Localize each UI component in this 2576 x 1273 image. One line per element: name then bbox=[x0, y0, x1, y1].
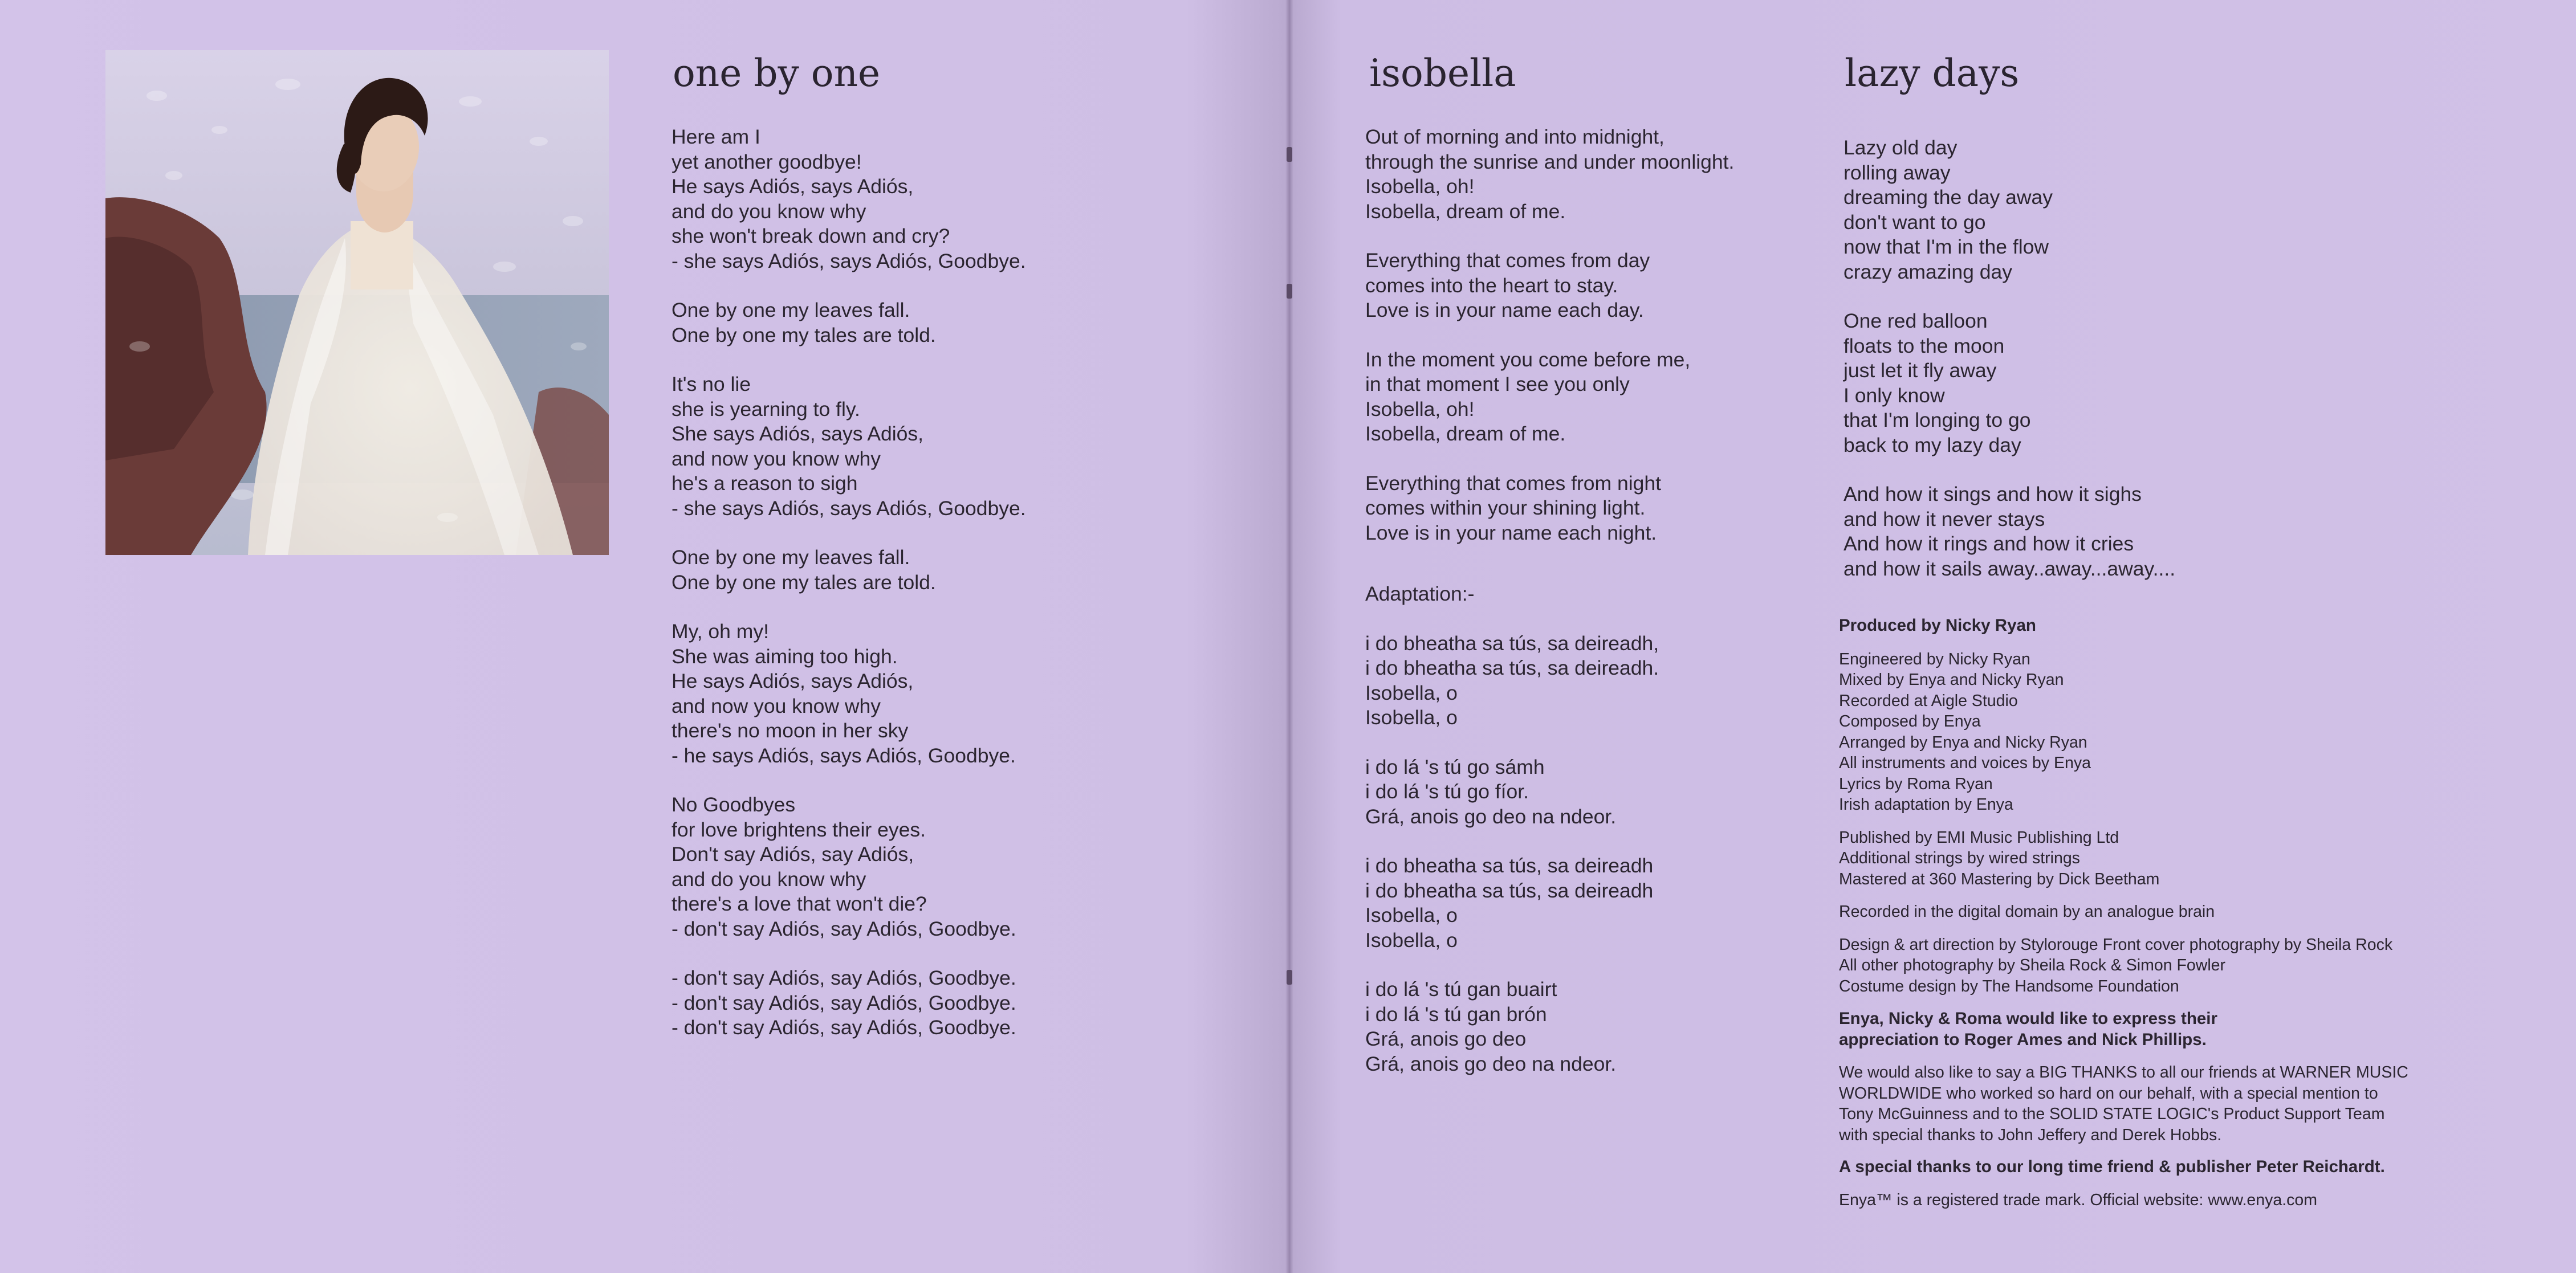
credit-line: Mixed by Enya and Nicky Ryan bbox=[1839, 671, 2064, 689]
stanza-adaptation-label bbox=[1365, 582, 1734, 607]
appreciation-note bbox=[1839, 1009, 2517, 1050]
lyric-line: Grá, anois go deo na ndeor. bbox=[1365, 1052, 1617, 1075]
lyric-line: comes into the heart to stay. bbox=[1365, 274, 1618, 297]
lyric-line: don't want to go bbox=[1844, 210, 1986, 234]
credit-group-recording bbox=[1839, 901, 2517, 923]
staple-top bbox=[1287, 147, 1292, 162]
lyric-line: crazy amazing day bbox=[1844, 260, 2012, 283]
stanza bbox=[1365, 854, 1734, 953]
lyrics-lazy-days bbox=[1844, 136, 2175, 581]
lyric-line: i do bheatha sa tús, sa deireadh. bbox=[1365, 656, 1659, 679]
credit-group-production bbox=[1839, 649, 2517, 815]
credit-line: Composed by Enya bbox=[1839, 712, 1981, 731]
credit-line: Enya, Nicky & Roma would like to express their bbox=[1839, 1009, 2217, 1028]
lyric-line: One red balloon bbox=[1844, 309, 1988, 332]
credit-line: Mastered at 360 Mastering by Dick Beetham bbox=[1839, 870, 2160, 888]
lyric-line: Grá, anois go deo na ndeor. bbox=[1365, 805, 1617, 828]
credit-line: Published by EMI Music Publishing Ltd bbox=[1839, 828, 2119, 847]
lyric-line: Isobella, dream of me. bbox=[1365, 422, 1566, 445]
lyric-line: back to my lazy day bbox=[1844, 433, 2021, 456]
lyric-line: Isobella, o bbox=[1365, 681, 1458, 704]
lyric-line: in that moment I see you only bbox=[1365, 373, 1630, 395]
lyric-line: He says Adiós, says Adiós, bbox=[672, 175, 914, 198]
lyric-line: Love is in your name each day. bbox=[1365, 299, 1644, 321]
lyric-line: - he says Adiós, says Adiós, Goodbye. bbox=[672, 744, 1016, 767]
lyrics-one-by-one bbox=[672, 125, 1026, 1041]
lyric-line: that I'm longing to go bbox=[1844, 409, 2031, 431]
lyric-line: and now you know why bbox=[672, 694, 881, 717]
lyric-line: i do bheatha sa tús, sa deireadh bbox=[1365, 854, 1654, 877]
lyric-line: she is yearning to fly. bbox=[672, 397, 860, 421]
adaptation-label: Adaptation:- bbox=[1365, 582, 1475, 605]
staple-upper bbox=[1287, 284, 1292, 299]
lyric-line: It's no lie bbox=[672, 373, 751, 395]
lyric-line: - don't say Adiós, say Adiós, Goodbye. bbox=[672, 1016, 1016, 1039]
credit-line: Lyrics by Roma Ryan bbox=[1839, 774, 1993, 793]
lyric-line: And how it sings and how it sighs bbox=[1844, 483, 2142, 505]
lyric-line: Isobella, oh! bbox=[1365, 397, 1475, 421]
lyric-line: now that I'm in the flow bbox=[1844, 235, 2049, 258]
stanza bbox=[1365, 631, 1734, 731]
lyric-line: through the sunrise and under moonlight. bbox=[1365, 150, 1735, 173]
lyric-line: Isobella, oh! bbox=[1365, 175, 1475, 198]
credit-line: appreciation to Roger Ames and Nick Phillips. bbox=[1839, 1030, 2207, 1049]
lyric-line: and how it never stays bbox=[1844, 507, 2045, 531]
credits-block bbox=[1839, 615, 2517, 1210]
lyric-line: One by one my tales are told. bbox=[672, 323, 936, 346]
lyric-line: and how it sails away..away...away.... bbox=[1844, 557, 2176, 580]
stanza bbox=[1365, 248, 1734, 323]
thanks-note bbox=[1839, 1062, 2517, 1145]
lyric-line: - she says Adiós, says Adiós, Goodbye. bbox=[672, 496, 1026, 520]
credit-line: Irish adaptation by Enya bbox=[1839, 795, 2013, 814]
stanza bbox=[1365, 977, 1734, 1076]
lyric-line: and now you know why bbox=[672, 447, 881, 470]
lyric-line: comes within your shining light. bbox=[1365, 496, 1646, 519]
lyric-line: i do lá 's tú go fíor. bbox=[1365, 780, 1529, 803]
song-title-one-by-one: one by one bbox=[673, 51, 881, 95]
producer-credit: Produced by Nicky Ryan bbox=[1839, 616, 2036, 635]
credit-line: Recorded at Aigle Studio bbox=[1839, 691, 2018, 710]
credit-line: All instruments and voices by Enya bbox=[1839, 754, 2091, 772]
stanza bbox=[1365, 125, 1734, 224]
lyric-line: Love is in your name each night. bbox=[1365, 521, 1657, 544]
lyric-line: - don't say Adiós, say Adiós, Goodbye. bbox=[672, 991, 1016, 1014]
lyric-line: she won't break down and cry? bbox=[672, 225, 950, 247]
stanza bbox=[1844, 482, 2175, 581]
credit-line: Recorded in the digital domain by an analogue brain bbox=[1839, 903, 2215, 921]
song-title-isobella: isobella bbox=[1369, 51, 1516, 95]
stanza bbox=[1844, 309, 2175, 458]
stanza bbox=[672, 793, 1026, 941]
lyric-line: One by one my leaves fall. bbox=[672, 299, 910, 321]
stanza bbox=[672, 966, 1026, 1041]
lyric-line: Isobella, o bbox=[1365, 904, 1458, 927]
stanza bbox=[672, 298, 1026, 348]
credit-line: Engineered by Nicky Ryan bbox=[1839, 650, 2030, 668]
woman-by-sea-image-icon bbox=[105, 50, 609, 555]
lyric-line: there's no moon in her sky bbox=[672, 719, 909, 742]
lyric-line: he's a reason to sigh bbox=[672, 472, 858, 495]
lyric-line: and do you know why bbox=[672, 867, 866, 891]
lyric-line: He says Adiós, says Adiós, bbox=[672, 670, 914, 692]
credit-line: Additional strings by wired strings bbox=[1839, 849, 2080, 867]
lyric-line: One by one my leaves fall. bbox=[672, 546, 910, 569]
lyric-line: i do bheatha sa tús, sa deireadh bbox=[1365, 879, 1654, 902]
stanza bbox=[672, 372, 1026, 521]
lyric-line: No Goodbyes bbox=[672, 793, 796, 816]
lyric-line: Isobella, o bbox=[1365, 928, 1458, 952]
lyric-line: In the moment you come before me, bbox=[1365, 348, 1691, 371]
special-thanks: A special thanks to our long time friend & publisher Peter Reichardt. bbox=[1839, 1157, 2385, 1176]
credit-line: Arranged by Enya and Nicky Ryan bbox=[1839, 733, 2087, 752]
trademark-notice: Enya™ is a registered trade mark. Official website: www.enya.com bbox=[1839, 1190, 2317, 1209]
stanza bbox=[1365, 348, 1734, 447]
lyric-line: I only know bbox=[1844, 383, 1945, 407]
lyric-line: Don't say Adiós, say Adiós, bbox=[672, 843, 914, 866]
lyric-line: dreaming the day away bbox=[1844, 186, 2053, 209]
lyric-line: i do bheatha sa tús, sa deireadh, bbox=[1365, 631, 1659, 655]
stanza bbox=[672, 125, 1026, 274]
lyric-line: rolling away bbox=[1844, 161, 1951, 184]
lyric-line: Grá, anois go deo bbox=[1365, 1027, 1527, 1050]
stanza bbox=[672, 545, 1026, 595]
song-title-lazy-days: lazy days bbox=[1845, 51, 2020, 95]
credit-line: WORLDWIDE who worked so hard on our behalf, with a special mention to bbox=[1839, 1084, 2378, 1103]
credit-line: All other photography by Sheila Rock & Simon Fowler bbox=[1839, 956, 2226, 974]
lyric-line: and do you know why bbox=[672, 199, 866, 223]
credit-line: We would also like to say a BIG THANKS to all our friends at WARNER MUSIC bbox=[1839, 1063, 2408, 1082]
lyric-line: i do lá 's tú go sámh bbox=[1365, 755, 1545, 778]
lyric-line: - don't say Adiós, say Adiós, Goodbye. bbox=[672, 917, 1016, 940]
lyric-line: - don't say Adiós, say Adiós, Goodbye. bbox=[672, 966, 1016, 989]
lyric-line: She says Adiós, says Adiós, bbox=[672, 422, 924, 445]
lyric-line: yet another goodbye! bbox=[672, 150, 862, 173]
lyric-line: just let it fly away bbox=[1844, 359, 1997, 382]
stanza bbox=[1844, 136, 2175, 284]
credit-group-publishing bbox=[1839, 827, 2517, 890]
credit-line: Design & art direction by Stylorouge Front cover photography by Sheila Rock bbox=[1839, 935, 2393, 954]
credit-line: Costume design by The Handsome Foundation bbox=[1839, 977, 2179, 995]
lyric-line: My, oh my! bbox=[672, 620, 769, 643]
stanza bbox=[1365, 471, 1734, 546]
lyric-line: i do lá 's tú gan brón bbox=[1365, 1002, 1547, 1026]
lyric-line: And how it rings and how it cries bbox=[1844, 532, 2134, 555]
lyric-line: - she says Adiós, says Adiós, Goodbye. bbox=[672, 249, 1026, 272]
lyric-line: floats to the moon bbox=[1844, 334, 2005, 357]
lyric-line: Here am I bbox=[672, 125, 760, 148]
lyric-line: She was aiming too high. bbox=[672, 644, 898, 668]
lyric-line: there's a love that won't die? bbox=[672, 892, 927, 915]
stanza bbox=[1365, 755, 1734, 830]
lyric-line: Isobella, dream of me. bbox=[1365, 199, 1566, 223]
stanza bbox=[672, 619, 1026, 768]
booklet-photo bbox=[105, 50, 609, 555]
lyric-line: Out of morning and into midnight, bbox=[1365, 125, 1665, 148]
lyric-line: Everything that comes from night bbox=[1365, 471, 1661, 495]
lyric-line: for love brightens their eyes. bbox=[672, 818, 926, 841]
credit-group-design bbox=[1839, 935, 2517, 997]
lyric-line: Everything that comes from day bbox=[1365, 249, 1650, 272]
lyrics-isobella bbox=[1365, 125, 1734, 1076]
lyric-line: i do lá 's tú gan buairt bbox=[1365, 978, 1557, 1001]
lyric-line: Lazy old day bbox=[1844, 136, 1958, 159]
lyric-line: Isobella, o bbox=[1365, 706, 1458, 729]
booklet-spine bbox=[1285, 0, 1293, 1273]
credit-line: with special thanks to John Jeffery and Derek Hobbs. bbox=[1839, 1125, 2222, 1144]
lyric-line: One by one my tales are told. bbox=[672, 570, 936, 594]
credit-line: Tony McGuinness and to the SOLID STATE LOGIC's Product Support Team bbox=[1839, 1105, 2385, 1123]
staple-lower bbox=[1287, 970, 1292, 985]
